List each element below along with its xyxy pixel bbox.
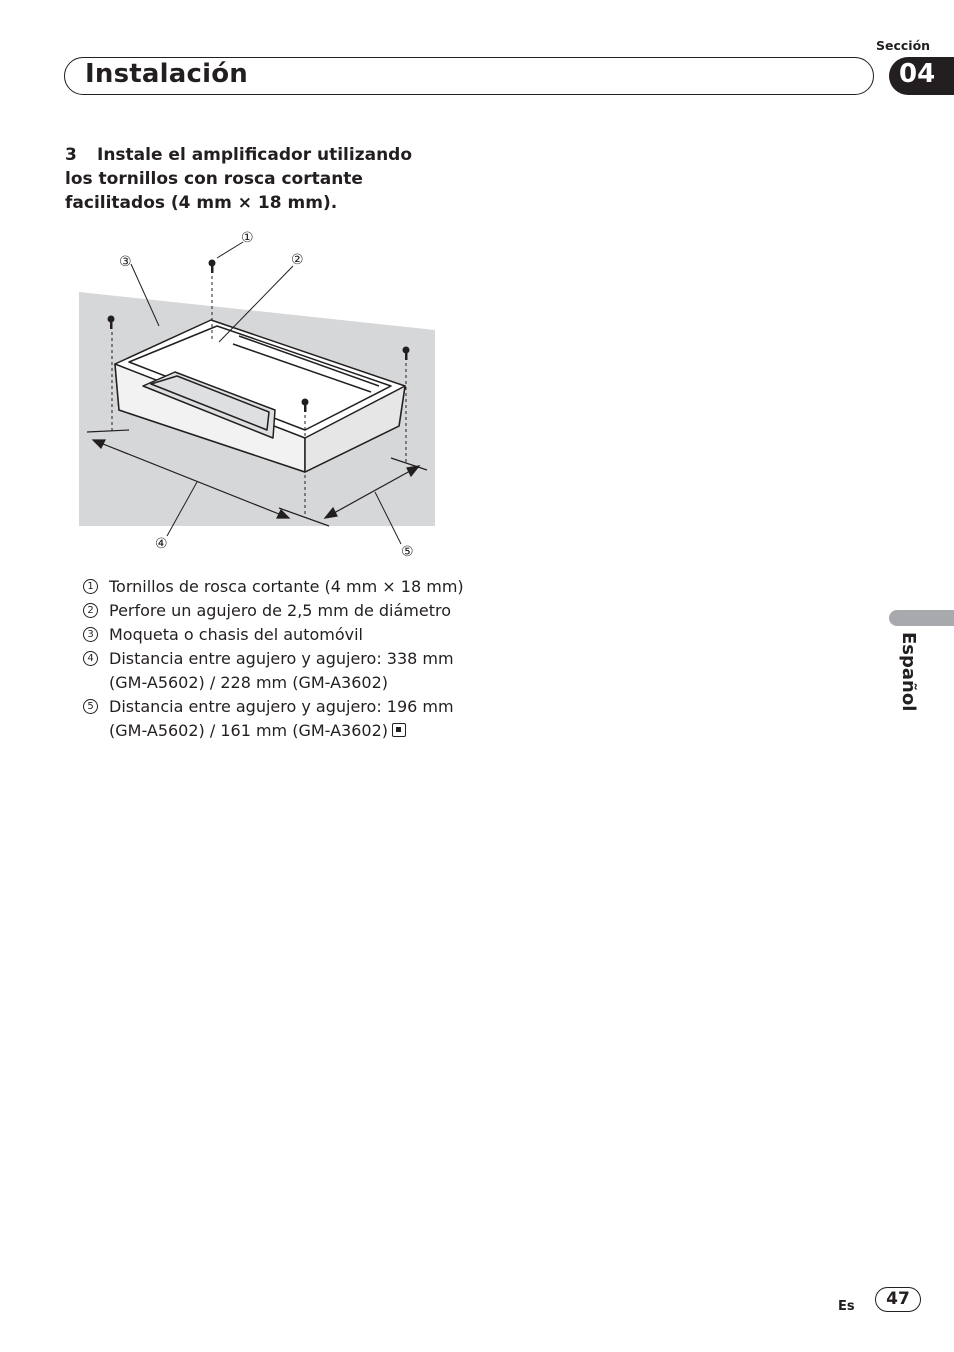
language-text: Español xyxy=(898,632,919,712)
figure-label-4: ④ xyxy=(155,536,168,552)
callout-item xyxy=(83,623,483,647)
page-number: 47 xyxy=(875,1287,921,1312)
section-number-badge xyxy=(889,57,954,95)
callout-text: Tornillos de rosca cortante (4 mm × 18 mm) xyxy=(109,577,464,596)
step-text: Instale el amplificador utilizando los tornillos con rosca cortante facilitados (4 mm × 18 mm). xyxy=(65,145,413,213)
language-tab xyxy=(889,610,954,626)
callout-number: 3 xyxy=(83,627,98,642)
step-instruction xyxy=(65,143,445,215)
language-label xyxy=(898,632,928,722)
callout-text: Distancia entre agujero y agujero: 338 mm (GM-A5602) / 228 mm (GM-A3602) xyxy=(109,649,454,692)
figure-label-3: ③ xyxy=(119,254,132,270)
callout-text: Distancia entre agujero y agujero: 196 mm (GM-A5602) / 161 mm (GM-A3602) xyxy=(109,697,454,740)
section-label: Sección xyxy=(876,38,931,53)
figure-label-2: ② xyxy=(291,252,304,268)
end-of-section-icon xyxy=(392,723,406,737)
title-bar xyxy=(64,57,874,95)
page-title: Instalación xyxy=(85,59,248,89)
callout-item xyxy=(83,695,483,743)
callout-number: 1 xyxy=(83,579,98,594)
callout-item xyxy=(83,647,483,695)
callout-text: Perfore un agujero de 2,5 mm de diámetro xyxy=(109,601,452,620)
callout-item xyxy=(83,575,483,599)
figure-label-1: ① xyxy=(241,230,254,246)
callout-number: 4 xyxy=(83,651,98,666)
callout-number: 5 xyxy=(83,699,98,714)
figure-label-5: ⑤ xyxy=(401,544,414,560)
installation-figure xyxy=(79,226,449,566)
callout-text: Moqueta o chasis del automóvil xyxy=(109,625,363,644)
callout-item xyxy=(83,599,483,623)
section-number: 04 xyxy=(899,59,936,89)
callout-number: 2 xyxy=(83,603,98,618)
callout-list xyxy=(83,575,483,743)
footer-language-code: Es xyxy=(838,1299,855,1314)
step-number: 3 xyxy=(65,145,77,165)
